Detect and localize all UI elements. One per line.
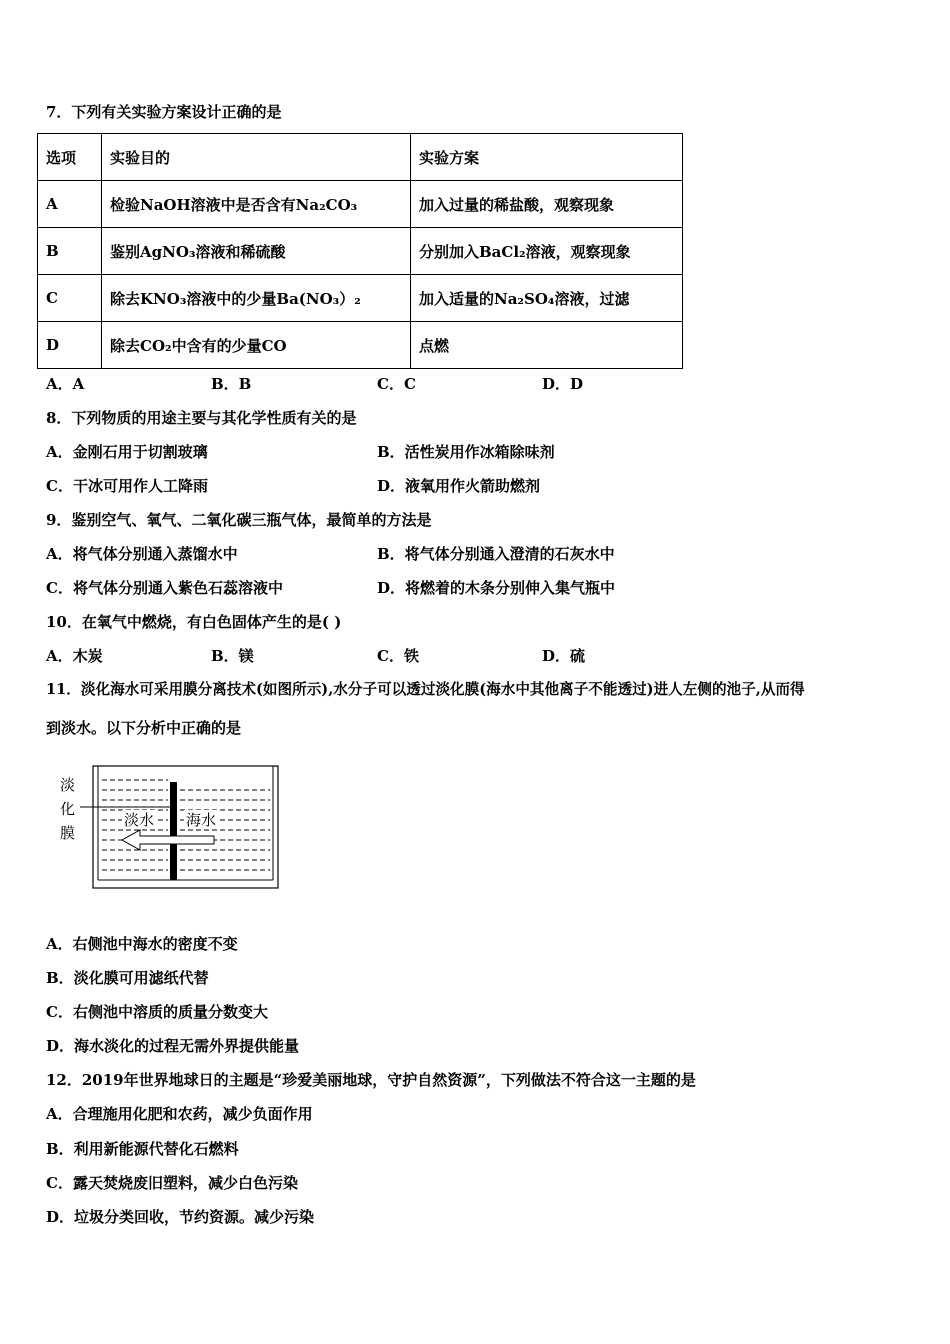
table-header-row	[38, 134, 683, 181]
q10-option-c: C．铁	[377, 647, 419, 665]
q8-option-d: D．液氧用作火箭助燃剂	[377, 477, 541, 495]
q11-option-d: D．海水淡化的过程无需外界提供能量	[46, 1037, 300, 1055]
q7-option-b: B．B	[211, 375, 252, 393]
q12-option-d: D．垃圾分类回收，节约资源。减少污染	[46, 1208, 315, 1226]
q9-stem: 9．鉴别空气、氧气、二氧化碳三瓶气体，最简单的方法是	[46, 511, 432, 529]
q11-option-a: A．右侧池中海水的密度不变	[46, 935, 238, 953]
table-row	[38, 275, 683, 322]
q12-option-a: A．合理施用化肥和农药，减少负面作用	[46, 1105, 313, 1123]
row-purpose: 除去KNO₃溶液中的少量Ba(NO₃）₂	[102, 275, 411, 322]
q11-option-c: C．右侧池中溶质的质量分数变大	[46, 1003, 268, 1021]
q8-option-a: A．金刚石用于切割玻璃	[46, 443, 208, 461]
row-option: C	[38, 275, 102, 322]
table-row	[38, 322, 683, 369]
q7-option-c: C．C	[377, 375, 416, 393]
q11-stem-line1: 11．淡化海水可采用膜分离技术(如图所示),水分子可以透过淡化膜(海水中其他离子不能透过)进人左侧的池子,从而得	[46, 681, 805, 698]
row-option: A	[38, 181, 102, 228]
row-plan: 加入适量的Na₂SO₄溶液，过滤	[411, 275, 683, 322]
q10-option-b: B．镁	[211, 647, 254, 665]
row-plan: 分别加入BaCl₂溶液，观察现象	[411, 228, 683, 275]
q8-option-c: C．干冰可用作人工降雨	[46, 477, 208, 495]
row-purpose: 鉴别AgNO₃溶液和稀硫酸	[102, 228, 411, 275]
q7-option-d: D．D	[542, 375, 584, 393]
q9-option-a: A．将气体分别通入蒸馏水中	[46, 545, 238, 563]
membrane-label: 淡 化 膜	[60, 776, 76, 842]
q9-option-b: B．将气体分别通入澄清的石灰水中	[377, 545, 615, 563]
q12-stem: 12．2019年世界地球日的主题是“珍爱美丽地球，守护自然资源”，下列做法不符合这一主题的是	[46, 1071, 696, 1089]
q9-option-d: D．将燃着的木条分别伸入集气瓶中	[377, 579, 616, 597]
table-row	[38, 228, 683, 275]
q10-option-d: D．硫	[542, 647, 586, 665]
q11-stem-line2: 到淡水。以下分析中正确的是	[46, 719, 242, 737]
table-row	[38, 181, 683, 228]
row-option: B	[38, 228, 102, 275]
q10-option-a: A．木炭	[46, 647, 103, 665]
row-option: D	[38, 322, 102, 369]
q12-option-c: C．露天焚烧废旧塑料，减少白色污染	[46, 1174, 298, 1192]
q7-stem: 7．下列有关实验方案设计正确的是	[46, 103, 282, 121]
membrane-bar	[170, 782, 177, 880]
sea-water-label: 海水	[186, 811, 217, 829]
row-plan: 点燃	[411, 322, 683, 369]
q9-option-c: C．将气体分别通入紫色石蕊溶液中	[46, 579, 283, 597]
q8-option-b: B．活性炭用作冰箱除味剂	[377, 443, 555, 461]
fresh-water-label: 淡水	[124, 811, 155, 829]
header-plan: 实验方案	[411, 134, 683, 181]
q12-option-b: B．利用新能源代替化石燃料	[46, 1140, 239, 1158]
row-purpose: 检验NaOH溶液中是否含有Na₂CO₃	[102, 181, 411, 228]
q8-stem: 8．下列物质的用途主要与其化学性质有关的是	[46, 409, 357, 427]
header-option: 选项	[38, 134, 102, 181]
q11-option-b: B．淡化膜可用滤纸代替	[46, 969, 209, 987]
row-purpose: 除去CO₂中含有的少量CO	[102, 322, 411, 369]
membrane-diagram	[56, 762, 286, 894]
q7-option-a: A．A	[46, 375, 85, 393]
q10-stem: 10．在氧气中燃烧，有白色固体产生的是( )	[46, 613, 342, 631]
experiment-table	[37, 133, 683, 369]
header-purpose: 实验目的	[102, 134, 411, 181]
row-plan: 加入过量的稀盐酸，观察现象	[411, 181, 683, 228]
